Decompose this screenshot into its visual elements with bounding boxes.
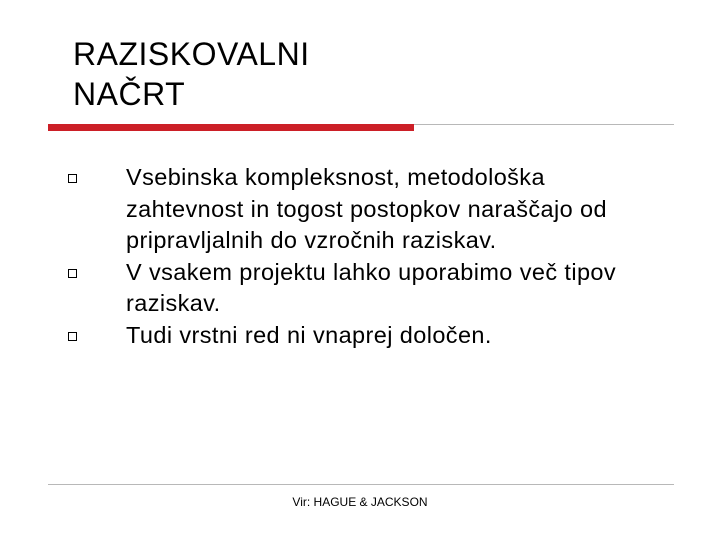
bullet-item xyxy=(68,257,668,320)
bullet-text: V vsakem projektu lahko uporabimo več tipov raziskav. xyxy=(126,258,617,316)
title-divider xyxy=(48,124,674,131)
bullet-item xyxy=(68,320,668,352)
slide-title: RAZISKOVALNI NAČRT xyxy=(73,36,310,112)
bullet-text: Vsebinska kompleksnost, metodološka zahtevnost in togost postopkov naraščajo od pripravljalnih do vzročnih raziskav. xyxy=(126,164,607,253)
bullet-list xyxy=(68,162,668,351)
source-footer: Vir: HAGUE & JACKSON xyxy=(292,495,428,509)
bullet-item xyxy=(68,162,668,257)
hollow-square-bullet-icon xyxy=(68,174,77,183)
footer-divider xyxy=(48,484,674,485)
hollow-square-bullet-icon xyxy=(68,332,77,341)
bullet-text: Tudi vrstni red ni vnaprej določen. xyxy=(126,321,492,348)
title-divider-accent-bar xyxy=(48,124,414,131)
hollow-square-bullet-icon xyxy=(68,269,77,278)
